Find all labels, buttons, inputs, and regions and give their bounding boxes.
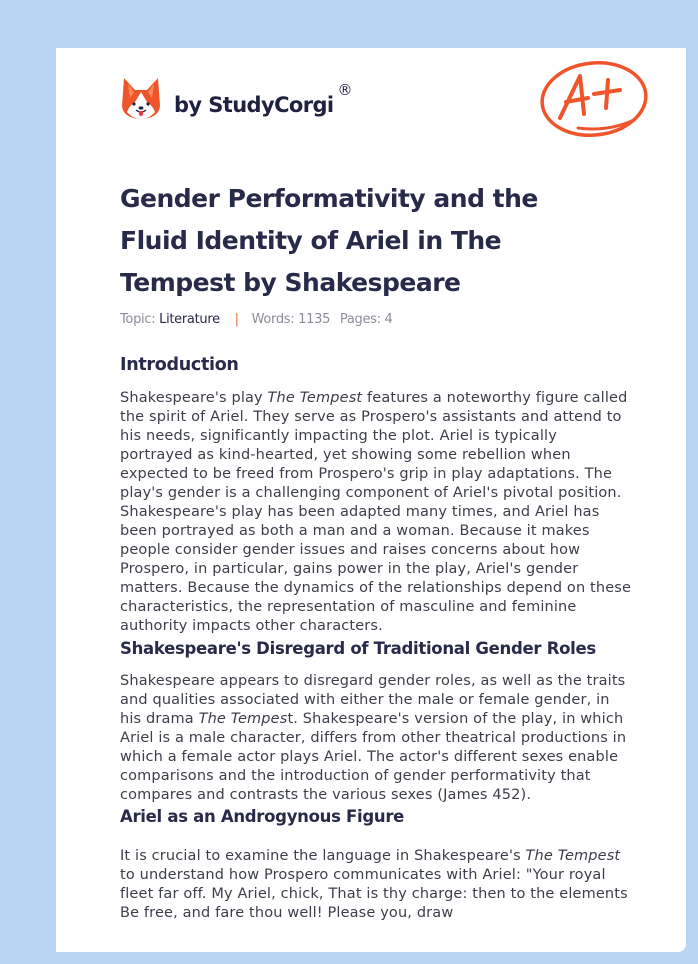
paragraph-text: It is crucial to examine the language in Shakespeare's [120, 848, 526, 864]
brand-logo[interactable] [121, 76, 353, 120]
paragraph-text: Shakespeare appears to disregard gender roles, as well as the traits and qualities associated with either the male or female gender, in his drama [120, 673, 626, 727]
section-paragraph [120, 389, 634, 636]
word-count: Words: 1135 [251, 312, 331, 327]
page-title: Gender Performativity and the Fluid Identity of Ariel in The Tempest by Shakespeare [120, 184, 538, 297]
a-plus-grade-icon [538, 58, 650, 140]
meta-separator: | [234, 312, 239, 327]
article-body [120, 354, 634, 923]
section-paragraph [120, 847, 634, 923]
italic-title: The Tempes [198, 711, 288, 727]
corgi-logo-icon [121, 76, 161, 120]
paragraph-text: to understand how Prospero communicates with Ariel: "Your royal fleet far off. My Ariel, chick, That is thy charge: then to the elements Be free, and fare thou well! Please you, draw [120, 867, 628, 921]
topic-label: Topic: [120, 312, 156, 327]
section-heading-introduction: Introduction [120, 355, 239, 375]
article-meta [120, 312, 393, 327]
paragraph-text: Shakespeare's play [120, 390, 268, 406]
brand-name: by StudyCorgi [174, 93, 334, 117]
paragraph-text: t. Shakespeare's version of the play, in which Ariel is a male character, differs from other theatrical productions in which a female actor plays Ariel. The actor's different sexes enable comparisons and the introduction of gender performativity that compares and contrasts the various sexes (James 452). [120, 711, 627, 803]
topic-link[interactable]: Literature [159, 312, 220, 327]
section-paragraph [120, 672, 634, 805]
section-heading-disregard: Shakespeare's Disregard of Traditional Gender Roles [120, 639, 596, 658]
section-heading-androgynous: Ariel as an Androgynous Figure [120, 807, 405, 826]
page-count: Pages: 4 [339, 312, 393, 327]
paragraph-text: features a noteworthy figure called the spirit of Ariel. They serve as Prospero's assistants and attend to his needs, significantly impacting the plot. Ariel is typically portrayed as kind-hearted, yet showing some rebellion when expected to be freed from Prospero's grip in play adaptations. The play's gender is a challenging component of Ariel's pivotal position. Shakespeare's play has been adapted many times, and Ariel has been portrayed as both a man and a woman. Because it makes people consider gender issues and raises concerns about how Prospero, in particular, gains power in the play, Ariel's gender matters. Because the dynamics of the relationships depend on these characteristics, the representation of masculine and feminine authority impacts other characters. [120, 390, 632, 634]
registered-mark: ® [337, 81, 353, 99]
italic-title: The Tempest [525, 848, 621, 864]
italic-title: The Tempest [267, 390, 363, 406]
article-card [56, 48, 686, 952]
